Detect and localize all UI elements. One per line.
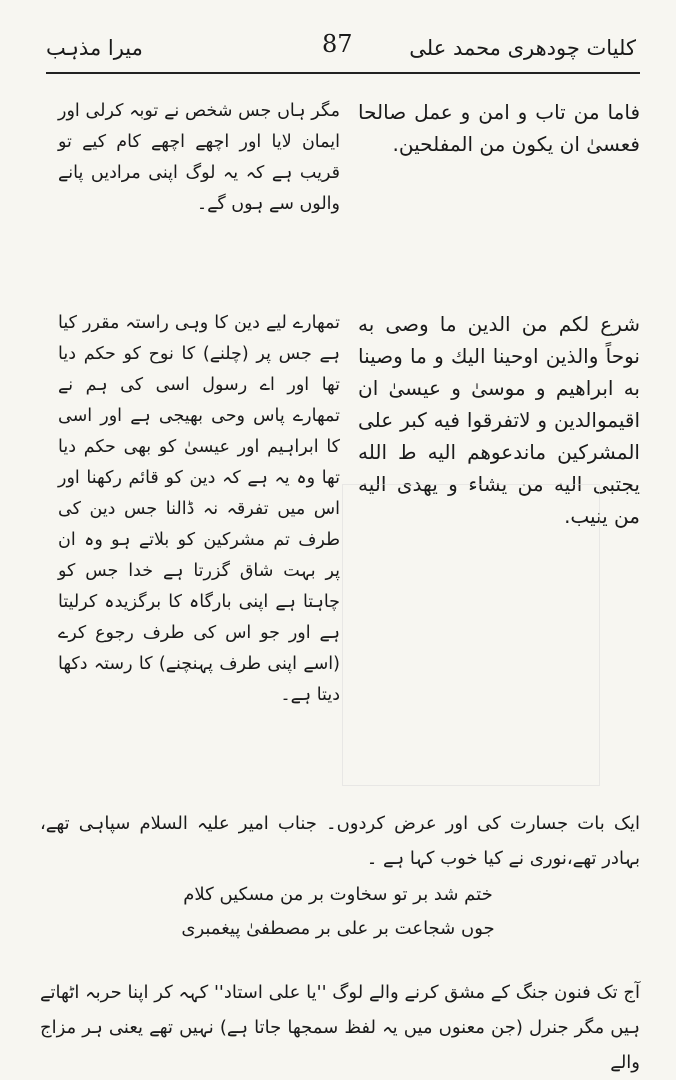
arabic-verse-2: شرع لكم من الدين ما وصى به نوحاً والذين اوحينا اليك و ما وصينا به ابراهيم و موسىٰ و عيسىٰ ان اقيموالدين و لاتفرقوا فيه كبر على المشركين ماندعوهم اليه ط الله يجتبى اليه من يشاء و يهدى اليه من ينيب. [358,312,640,528]
header-rule [46,72,640,74]
page-number: 87 [322,30,353,58]
prose-paragraph-2: آج تک فنون جنگ کے مشق کرنے والے لوگ ''یا علی استاد'' کہہ کر اپنا حربہ اٹھاتے ہیں مگر جنرل (جن معنوں میں یہ لفظ سمجھا جاتا ہے) نہیں تھے یعنی ہر مزاج والے [40,982,640,1073]
couplet-line-1: ختم شد بر تو سخاوت بر من مسکیں کلام [183,884,493,905]
arabic-verse-1: فاما من تاب و امن و عمل صالحا فعسىٰ ان يكون من المفلحين. [358,100,640,156]
urdu-translation-2: تمھارے لیے دین کا وہی راستہ مقرر کیا ہے جس پر (چلنے) کا نوح کو حکم دیا تھا اور اے رسول اسی کی ہم نے تمھارے پاس وحی بھیجی ہے اور اسی کا ابراہیم اور عیسیٰ کو بھی حکم دیا تھا وہ یہ ہے کہ دین کو قائم رکھنا اور اس میں تفرقہ نہ ڈالنا جس دین کی طرف تم مشرکین کو بلاتے ہو وہ ان پر بہت شاق گزرتا ہے خدا جس کو چاہتا ہے اپنی بارگاہ کا برگزیدہ کرلیتا ہے اور جو اس کی طرف رجوع کرے (اسے اپنی طرف پہنچنے) کا رستہ دکھا دیتا ہے۔ [58,313,340,705]
page-header [0,30,676,70]
prose-paragraph-1: ایک بات جسارت کی اور عرض کردوں۔ جناب امیر علیہ السلام سپاہی تھے، بہادر تھے،نوری نے کیا خوب کہا ہے ۔ [40,813,640,869]
book-title: کلیات چودھری محمد علی [409,36,636,60]
couplet-line-2: جوں شجاعت بر علی بر مصطفیٰ پیغمبری [181,918,495,939]
persian-couplet [0,878,676,946]
urdu-translation-1: مگر ہاں جس شخص نے توبہ کرلی اور ایمان لایا اور اچھے اچھے کام کیے تو قریب ہے کہ یہ لوگ اپنی مرادیں پانے والوں سے ہوں گے۔ [58,101,340,214]
chapter-title: میرا مذہب [46,36,143,60]
bleed-through-shadow [342,484,600,786]
